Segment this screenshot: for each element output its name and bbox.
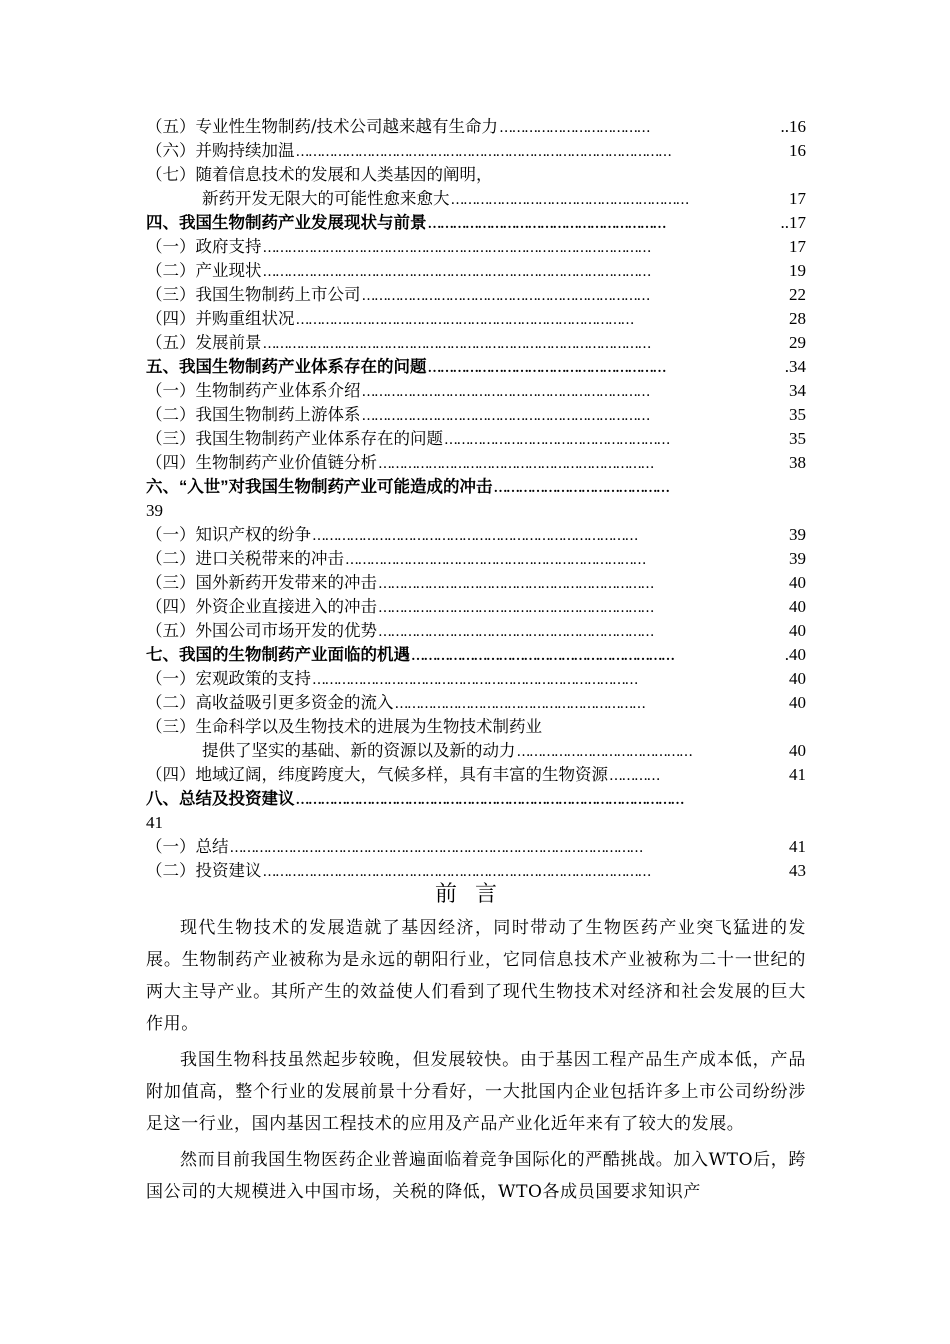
toc-subsection-entry[interactable] (146, 283, 806, 307)
toc-page-number: ..16 (780, 117, 806, 136)
toc-entry-label: （一）总结 (146, 837, 229, 856)
toc-page-number: 41 (789, 837, 806, 856)
toc-page-number: 34 (789, 381, 806, 400)
toc-subsection-entry[interactable] (146, 571, 806, 595)
toc-entry-label: （二）投资建议 (146, 861, 262, 880)
toc-subsection-entry[interactable] (146, 307, 806, 331)
toc-subsection-entry[interactable] (146, 379, 806, 403)
toc-page-number: 22 (789, 285, 806, 304)
toc-entry-label: 提供了坚实的基础、新的资源以及新的动力 (202, 741, 516, 760)
toc-page-number: 40 (789, 597, 806, 616)
toc-entry-label: （四）外资企业直接进入的冲击 (146, 597, 377, 616)
toc-leader-dots: ……………………………………………… (444, 432, 669, 448)
preface-paragraph: 现代生物技术的发展造就了基因经济，同时带动了生物医药产业突飞猛进的发展。生物制药产业被称为是永远的朝阳行业，它同信息技术产业被称为二十一世纪的两大主导产业。其所产生的效益使人们看到了现代生物技术对经济和社会发展的巨大作用。 (146, 918, 806, 1034)
toc-leader-dots: …………………………………………………………………… (312, 528, 637, 544)
toc-leader-dots: ………………………………………………… (427, 217, 665, 232)
toc-subsection-entry[interactable] (146, 739, 806, 763)
toc-entry-label: 八、总结及投资建议 (146, 790, 295, 808)
toc-leader-dots: ……………………………………………………………………………………… (229, 840, 642, 856)
toc-leader-dots: ………………………………………………………… (378, 456, 653, 472)
toc-section-entry[interactable] (146, 787, 806, 811)
toc-leader-dots: ………………………………………………… (450, 192, 688, 208)
toc-leader-dots: ……………………………… (499, 120, 650, 136)
toc-subsection-entry[interactable] (146, 451, 806, 475)
toc-entry-label: 七、我国的生物制药产业面临的机遇 (146, 646, 410, 664)
toc-entry-label: （二）进口关税带来的冲击 (146, 549, 344, 568)
toc-leader-dots: ……………………………………………………………………………… (295, 144, 671, 160)
toc-entry-label: （三）国外新药开发带来的冲击 (146, 573, 377, 592)
toc-leader-dots: …………………………………………………………… (361, 408, 649, 424)
toc-leader-dots: ………………………………………………………………………………… (262, 864, 650, 880)
toc-entry-label: （六）并购持续加温 (146, 141, 295, 160)
toc-leader-dots: …………………………………… (493, 481, 669, 496)
toc-leader-dots: ………………………………………………………………………………… (262, 240, 650, 256)
toc-entry-label: （四）生物制药产业价值链分析 (146, 453, 377, 472)
toc-entry-label: （四）地域辽阔，纬度跨度大，气候多样，具有丰富的生物资源 (146, 765, 608, 784)
toc-entry-label: （三）我国生物制药上市公司 (146, 285, 361, 304)
toc-entry-label: （三）我国生物制药产业体系存在的问题 (146, 429, 443, 448)
toc-page-number: 16 (789, 141, 806, 160)
toc-page-number: 17 (789, 189, 806, 208)
toc-page-number: 40 (789, 693, 806, 712)
toc-entry-label: （二）高收益吸引更多资金的流入 (146, 693, 394, 712)
toc-subsection-entry[interactable] (146, 115, 806, 139)
toc-entry-label: （四）并购重组状况 (146, 309, 295, 328)
toc-section-entry[interactable] (146, 355, 806, 379)
toc-subsection-entry[interactable] (146, 523, 806, 547)
toc-subsection-entry[interactable] (146, 163, 806, 187)
toc-page-number: 43 (789, 861, 806, 880)
toc-section-entry[interactable] (146, 211, 806, 235)
toc-subsection-entry[interactable] (146, 139, 806, 163)
toc-leader-dots: ……………………………………………………………………… (295, 312, 633, 328)
toc-leader-dots: ………………………………………………………… (378, 624, 653, 640)
toc-entry-label: 六、“入世”对我国生物制药产业可能造成的冲击 (146, 478, 493, 496)
toc-entry-label: （五）专业性生物制药/技术公司越来越有生命力 (146, 117, 499, 136)
toc-page-number: 40 (789, 573, 806, 592)
preface-paragraph: 我国生物科技虽然起步较晚，但发展较快。由于基因工程产品生产成本低，产品附加值高，整个行业的发展前景十分看好，一大批国内企业包括许多上市公司纷纷涉足这一行业，国内基因工程技术的应用及产品产业化近年来有了较大的发展。 (146, 1050, 806, 1134)
toc-leader-dots: ………………………………………………………… (378, 600, 653, 616)
toc-leader-dots: ………………………………………………………… (378, 576, 653, 592)
toc-leader-dots: …………………………………………………………………… (312, 672, 637, 688)
toc-page-number: 29 (789, 333, 806, 352)
toc-entry-label: （一）生物制药产业体系介绍 (146, 381, 361, 400)
toc-entry-label: （三）生命科学以及生物技术的进展为生物技术制药业 (146, 717, 542, 736)
toc-page-number: 39 (146, 501, 163, 520)
toc-page-number: 40 (789, 741, 806, 760)
toc-subsection-entry[interactable] (146, 835, 806, 859)
toc-leader-dots: …………………………………………………… (394, 696, 645, 712)
toc-subsection-entry[interactable] (146, 331, 806, 355)
toc-leader-dots: ……………………………………………………… (411, 649, 674, 664)
toc-subsection-entry[interactable] (146, 403, 806, 427)
toc-subsection-entry[interactable] (146, 187, 806, 211)
toc-page-number: 39 (789, 549, 806, 568)
toc-subsection-entry[interactable] (146, 547, 806, 571)
toc-section-entry[interactable] (146, 643, 806, 667)
preface-body (146, 912, 806, 1212)
toc-entry-label: （五）发展前景 (146, 333, 262, 352)
toc-subsection-entry[interactable] (146, 595, 806, 619)
toc-leader-dots: ………………………………………………………………………………… (262, 336, 650, 352)
toc-page-number: .34 (784, 357, 806, 376)
toc-page-number: .40 (784, 645, 806, 664)
toc-section-entry[interactable] (146, 475, 806, 499)
toc-leader-dots: ………… (609, 768, 659, 784)
toc-subsection-entry[interactable] (146, 235, 806, 259)
toc-page-number: 19 (789, 261, 806, 280)
toc-subsection-entry[interactable] (146, 691, 806, 715)
toc-leader-dots: …………………………………… (516, 744, 692, 760)
toc-page-number: 40 (789, 621, 806, 640)
toc-leader-dots: ………………………………………………… (427, 361, 665, 376)
toc-page-number: ..17 (780, 213, 806, 232)
toc-page-number: 41 (789, 765, 806, 784)
toc-leader-dots: …………………………………………………………… (361, 384, 649, 400)
toc-page-number: 17 (789, 237, 806, 256)
toc-entry-label: 四、我国生物制药产业发展现状与前景 (146, 214, 427, 232)
toc-entry-label: 新药开发无限大的可能性愈来愈大 (202, 189, 450, 208)
toc-leader-dots: ……………………………………………………………… (345, 552, 645, 568)
toc-leader-dots: ………………………………………………………………………………… (262, 264, 650, 280)
toc-subsection-entry[interactable] (146, 427, 806, 451)
toc-page-number: 28 (789, 309, 806, 328)
toc-page-number: 41 (146, 813, 163, 832)
toc-entry-label: （五）外国公司市场开发的优势 (146, 621, 377, 640)
toc-entry-label: （一）宏观政策的支持 (146, 669, 311, 688)
toc-leader-dots: …………………………………………………………… (361, 288, 649, 304)
toc-entry-label: 五、我国生物制药产业体系存在的问题 (146, 358, 427, 376)
toc-page-number: 35 (789, 429, 806, 448)
toc-entry-label: （七）随着信息技术的发展和人类基因的阐明， (146, 165, 493, 184)
table-of-contents (146, 115, 806, 883)
toc-page-number: 38 (789, 453, 806, 472)
toc-page-number: 39 (789, 525, 806, 544)
toc-subsection-entry[interactable] (146, 259, 806, 283)
toc-page-number: 40 (789, 669, 806, 688)
toc-page-number: 35 (789, 405, 806, 424)
toc-subsection-entry[interactable] (146, 715, 806, 739)
toc-subsection-entry[interactable] (146, 667, 806, 691)
toc-leader-dots: ………………………………………………………………………………… (295, 793, 683, 808)
preface-paragraph: 然而目前我国生物医药企业普遍面临着竞争国际化的严酷挑战。加入WTO后，跨国公司的大规模进入中国市场，关税的降低，WTO各成员国要求知识产 (146, 1150, 806, 1202)
toc-entry-label: （一）政府支持 (146, 237, 262, 256)
toc-subsection-entry[interactable] (146, 619, 806, 643)
toc-subsection-entry[interactable] (146, 763, 806, 787)
toc-entry-label: （二）我国生物制药上游体系 (146, 405, 361, 424)
toc-entry-label: （一）知识产权的纷争 (146, 525, 311, 544)
toc-entry-label: （二）产业现状 (146, 261, 262, 280)
preface-heading: 前言 (434, 882, 515, 907)
